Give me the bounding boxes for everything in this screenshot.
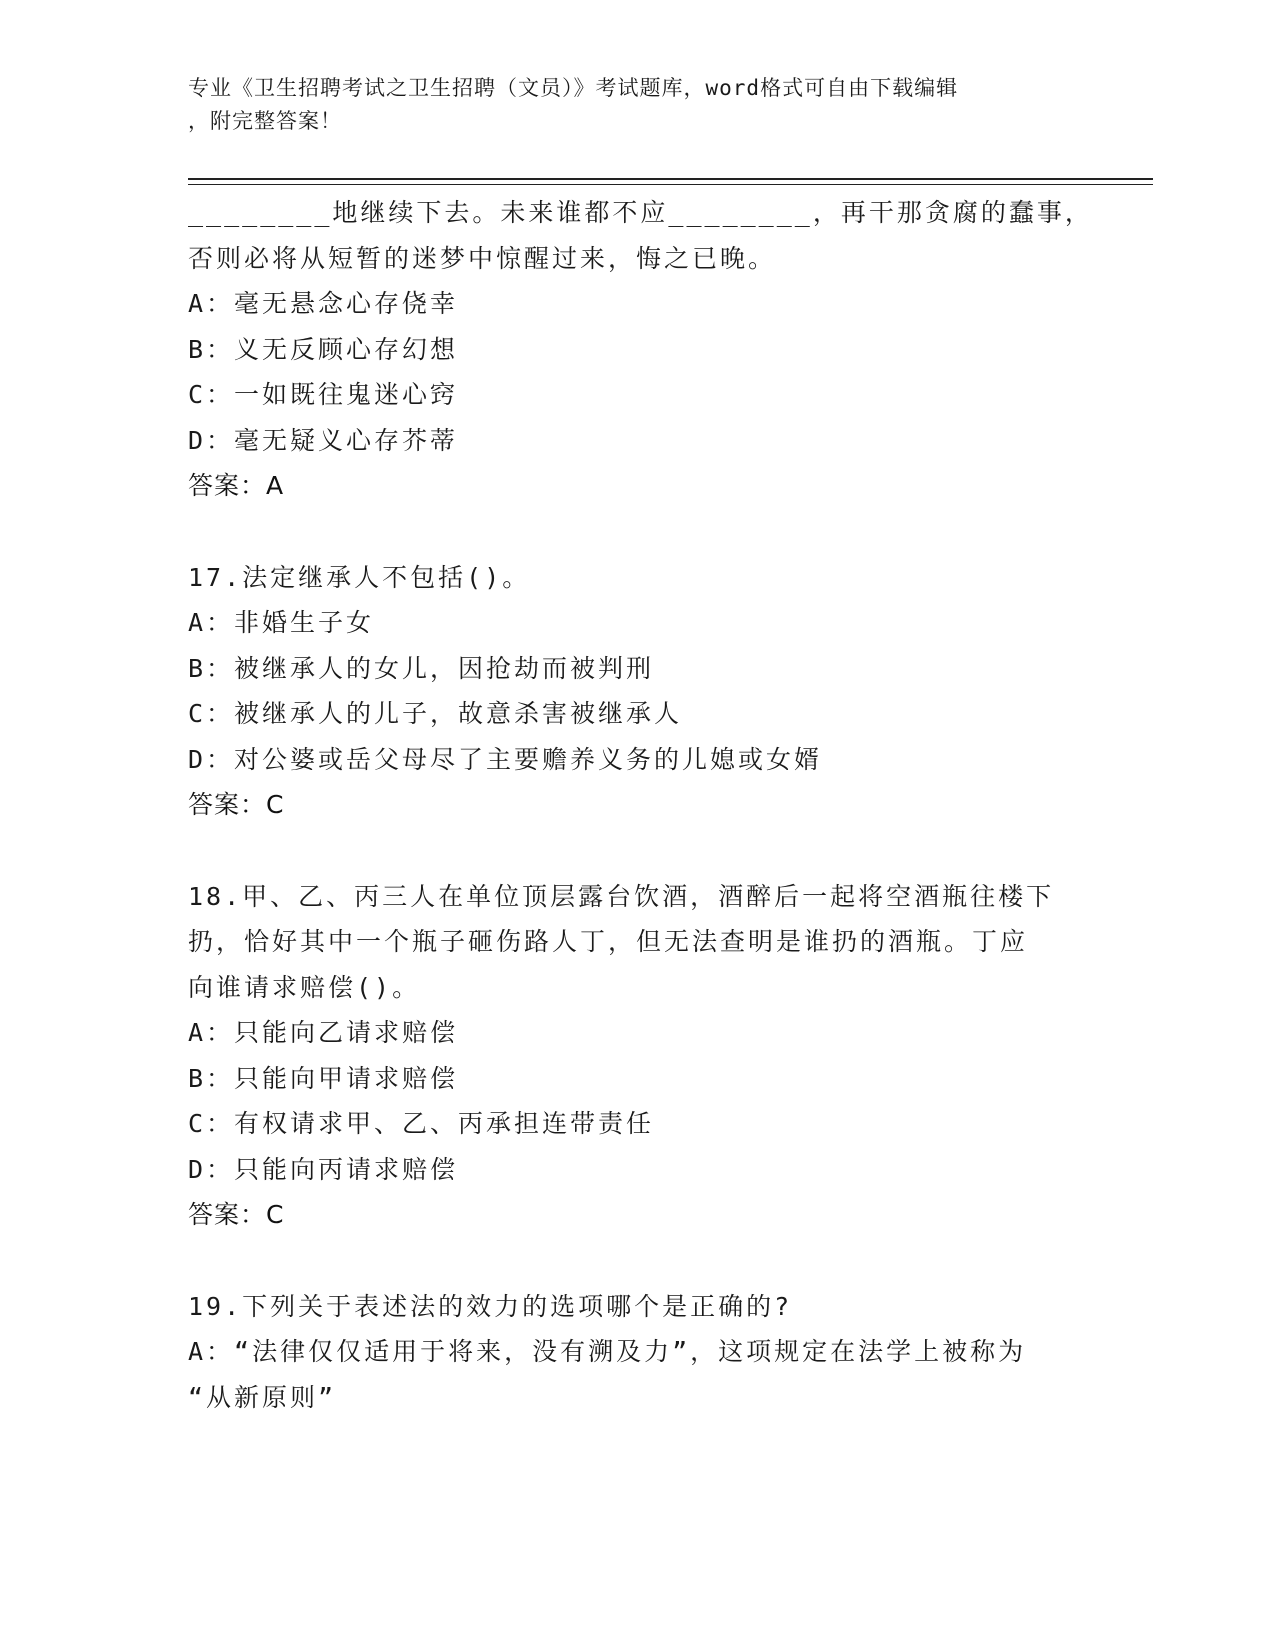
- question-19: [188, 1284, 1088, 1421]
- header-title-line-2: ，附完整答案！: [188, 109, 342, 133]
- question-stem: 19.下列关于表述法的效力的选项哪个是正确的?: [188, 1291, 793, 1321]
- answer-label: 答案：A: [188, 471, 285, 500]
- question-stem: 否则必将从短暂的迷梦中惊醒过来，悔之已晚。: [188, 243, 777, 273]
- question-list: [188, 190, 1093, 1420]
- option-d: D：毫无疑义心存芥蒂: [188, 425, 459, 455]
- question-stem: 扔，恰好其中一个瓶子砸伤路人丁，但无法查明是谁扔的酒瓶。丁应: [188, 927, 1029, 956]
- header-title-line-1: 专业《卫生招聘考试之卫生招聘（文员）》考试题库，word格式可自由下载编辑: [188, 76, 959, 100]
- document-header: [188, 72, 1088, 138]
- option-b: B：义无反顾心存幻想: [188, 334, 459, 364]
- question-stem: 向谁请求赔偿()。: [188, 972, 421, 1002]
- option-d: D：只能向丙请求赔偿: [188, 1154, 459, 1184]
- answer-label: 答案：C: [188, 1200, 285, 1229]
- question-stem: ________地继续下去。未来谁都不应________，再干那贪腐的蠢事，: [188, 198, 1093, 227]
- question-18: [188, 874, 1088, 1238]
- option-d: D：对公婆或岳父母尽了主要赡养义务的儿媳或女婿: [188, 744, 823, 774]
- option-a-continued: “从新原则”: [188, 1382, 337, 1412]
- question-stem: 18.甲、乙、丙三人在单位顶层露台饮酒，酒醉后一起将空酒瓶往楼下: [188, 881, 1055, 911]
- answer-label: 答案：C: [188, 790, 285, 819]
- option-a: A：只能向乙请求赔偿: [188, 1018, 459, 1047]
- option-c: C：被继承人的儿子，故意杀害被继承人: [188, 699, 683, 728]
- option-a: A：毫无悬念心存侥幸: [188, 289, 459, 318]
- option-b: B：被继承人的女儿，因抢劫而被判刑: [188, 653, 655, 683]
- question-stem: 17.法定继承人不包括()。: [188, 562, 531, 592]
- header-divider: [188, 178, 1153, 185]
- option-b: B：只能向甲请求赔偿: [188, 1063, 459, 1093]
- option-a: A：“法律仅仅适用于将来，没有溯及力”，这项规定在法学上被称为: [188, 1337, 1027, 1366]
- option-c: C：有权请求甲、乙、丙承担连带责任: [188, 1109, 655, 1138]
- question-17: [188, 555, 1088, 828]
- question-16: [188, 190, 1093, 509]
- option-a: A：非婚生子女: [188, 608, 375, 637]
- option-c: C：一如既往鬼迷心窍: [188, 380, 459, 409]
